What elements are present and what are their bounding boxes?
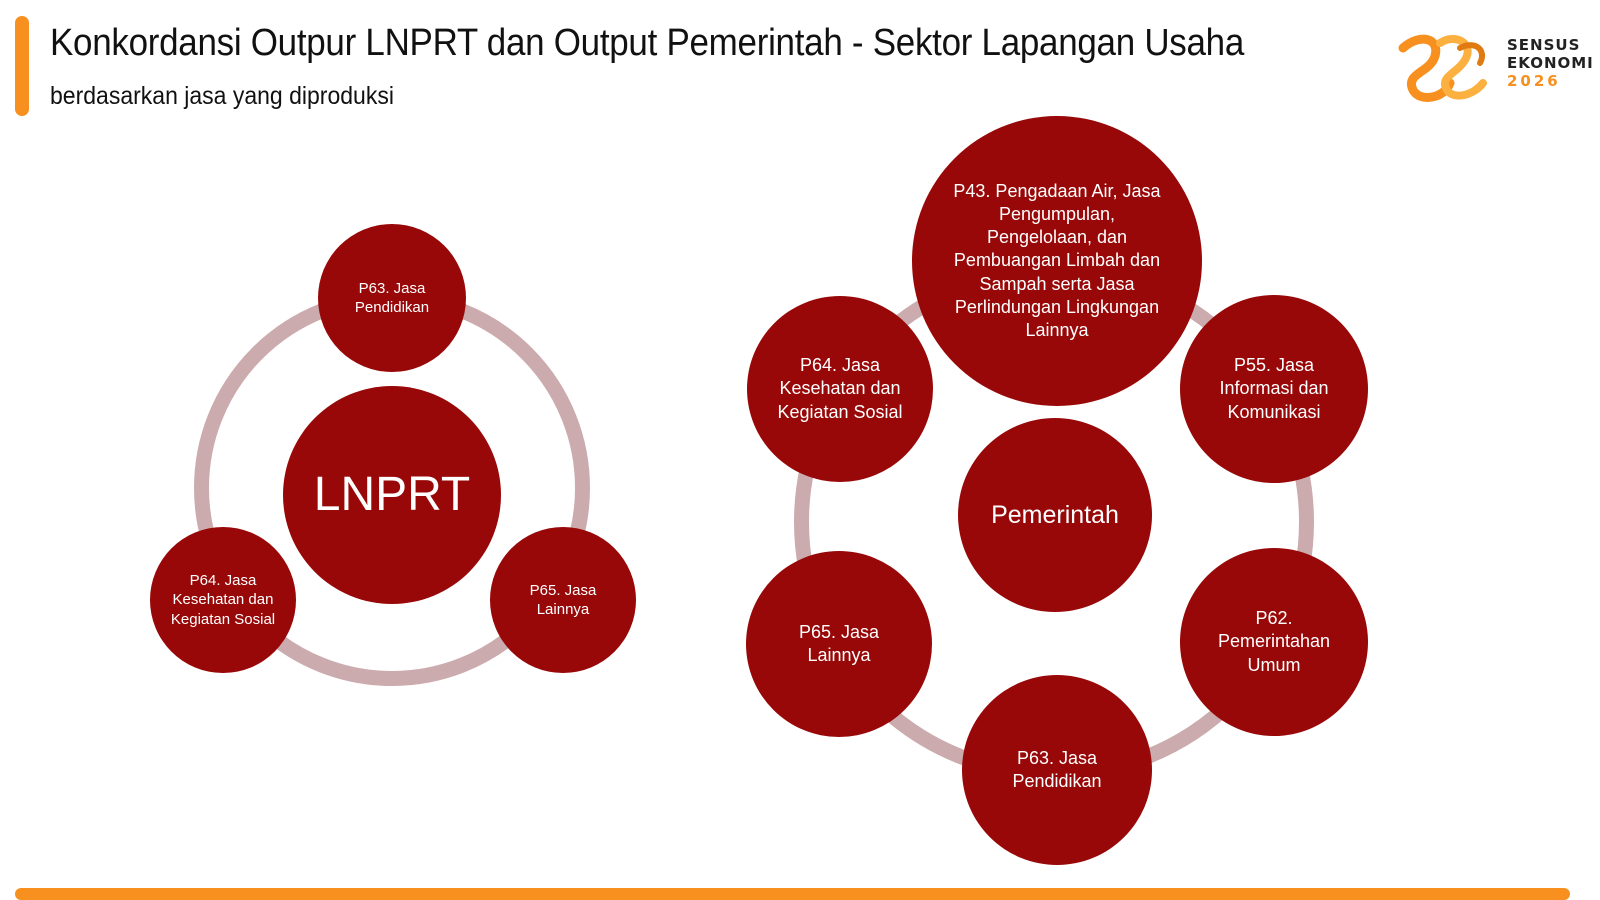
pemerintah-node-p63	[962, 675, 1152, 865]
lnprt-node-p63	[318, 224, 466, 372]
pemerintah-node-p43-label: P43. Pengadaan Air, Jasa Pengumpulan, Pengelolaan, dan Pembuangan Limbah dan Sampah serta Jasa Perlindungan Lingkungan Lainnya	[953, 181, 1161, 340]
page-title: Konkordansi Outpur LNPRT dan Output Pemerintah - Sektor Lapangan Usaha	[50, 22, 1245, 64]
lnprt-center-label: LNPRT	[313, 468, 471, 522]
lnprt-node-p63-label: P63. Jasa Pendidikan	[354, 279, 430, 316]
lnprt-node-p64-label: P64. Jasa Kesehatan dan Kegiatan Sosial	[170, 572, 276, 628]
pemerintah-node-p62-label: P62. Pemerintahan Umum	[1217, 608, 1331, 675]
pemerintah-center-node	[958, 418, 1152, 612]
footer-accent-bar	[15, 888, 1570, 900]
sensus-ekonomi-logo	[1395, 28, 1595, 103]
pemerintah-node-p65	[746, 551, 932, 737]
pemerintah-node-p43	[912, 116, 1202, 406]
logo-line-2: EKONOMI	[1507, 54, 1594, 72]
logo-ribbon-icon	[1395, 28, 1495, 103]
lnprt-node-p65-label: P65. Jasa Lainnya	[529, 581, 597, 618]
logo-line-1: SENSUS	[1507, 36, 1581, 54]
pemerintah-node-p65-label: P65. Jasa Lainnya	[798, 621, 880, 665]
pemerintah-center-label: Pemerintah	[991, 501, 1119, 529]
lnprt-node-p64	[150, 527, 296, 673]
pemerintah-node-p64	[747, 296, 933, 482]
pemerintah-node-p55-label: P55. Jasa Informasi dan Komunikasi	[1219, 355, 1329, 422]
pemerintah-node-p62	[1180, 548, 1368, 736]
pemerintah-node-p63-label: P63. Jasa Pendidikan	[1012, 747, 1102, 791]
lnprt-center-node	[283, 386, 501, 604]
pemerintah-node-p55	[1180, 295, 1368, 483]
pemerintah-node-p64-label: P64. Jasa Kesehatan dan Kegiatan Sosial	[777, 355, 903, 422]
lnprt-node-p65	[490, 527, 636, 673]
title-accent-bar	[15, 16, 29, 116]
page-subtitle: berdasarkan jasa yang diproduksi	[50, 82, 394, 110]
logo-year: 2026	[1507, 72, 1561, 90]
